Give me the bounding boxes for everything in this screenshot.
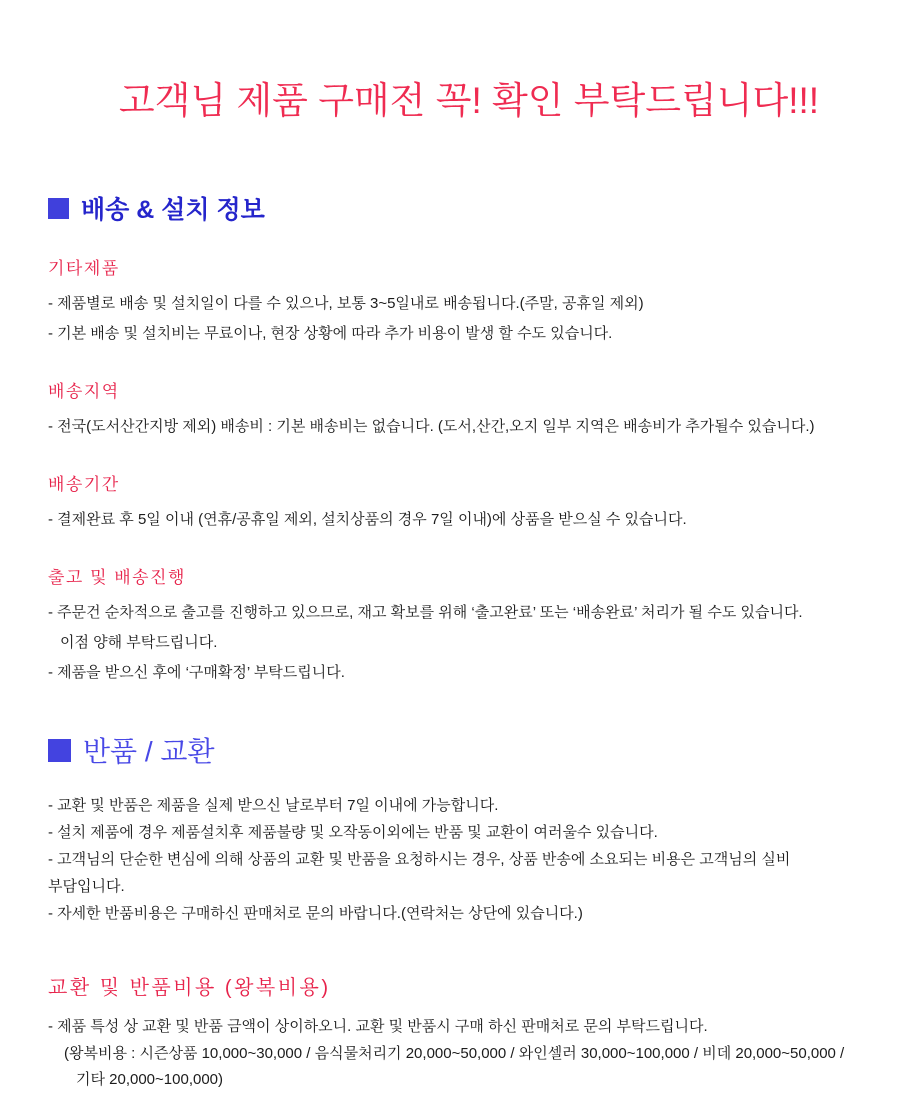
notice-line: - 제품별로 배송 및 설치일이 다를 수 있으나, 보통 3~5일내로 배송됩니다.(주말, 공휴일 제외) — [48, 295, 644, 312]
subsection-other-products — [48, 254, 890, 349]
notice-line: - 제품 특성 상 교환 및 반품 금액이 상이하오니. 교환 및 반품시 구매 하신 판매처로 문의 부탁드립니다. — [48, 1018, 708, 1035]
notice-line: - 고객님의 단순한 변심에 의해 상품의 교환 및 반품을 요청하시는 경우, 상품 반송에 소요되는 비용은 고객님의 실비 — [48, 851, 791, 868]
notice-line: - 자세한 반품비용은 구매하신 판매처로 문의 바랍니다.(연락처는 상단에 있습니다.) — [48, 905, 583, 922]
page-title: 고객님 제품 구매전 꼭! 확인 부탁드립니다!!! — [118, 80, 820, 121]
subsection-heading: 기타제품 — [48, 259, 120, 278]
subsection-heading: 출고 및 배송진행 — [48, 568, 186, 587]
blue-square-icon — [48, 739, 71, 762]
notice-line: - 전국(도서산간지방 제외) 배송비 : 기본 배송비는 없습니다. (도서,산간,오지 일부 지역은 배송비가 추가될수 있습니다.) — [48, 418, 815, 435]
subsection-shipping-area — [48, 377, 890, 442]
notice-line: - 교환 및 반품은 제품을 실제 받으신 날로부터 7일 이내에 가능합니다. — [48, 797, 499, 814]
notice-line: 이점 양해 부탁드립니다. — [60, 634, 218, 651]
notice-line: (왕복비용 : 시즌상품 10,000~30,000 / 음식물처리기 20,000~50,000 / 와인셀러 30,000~100,000 / 비데 20,000~50,000 / — [64, 1044, 845, 1062]
notice-line: 부담입니다. — [48, 878, 125, 895]
returns-section-body — [48, 792, 890, 927]
notice-line: 기타 20,000~100,000) — [76, 1071, 224, 1088]
section-heading-returns — [48, 730, 890, 770]
section-heading-shipping — [48, 190, 890, 226]
notice-line: - 결제완료 후 5일 이내 (연휴/공휴일 제외, 설치상품의 경우 7일 이내)에 상품을 받으실 수 있습니다. — [48, 511, 687, 528]
fees-section — [48, 971, 890, 1094]
blue-square-icon — [48, 198, 69, 219]
fees-heading: 교환 및 반품비용 (왕복비용) — [48, 977, 331, 999]
notice-line: - 설치 제품에 경우 제품설치후 제품불량 및 오작동이외에는 반품 및 교환이 여러울수 있습니다. — [48, 824, 658, 841]
notice-line: - 주문건 순차적으로 출고를 진행하고 있으므로, 재고 확보를 위해 ‘출고완료’ 또는 ‘배송완료’ 처리가 될 수도 있습니다. — [48, 604, 803, 621]
subsection-dispatch-progress — [48, 563, 890, 688]
notice-line: - 제품을 받으신 후에 ‘구매확정’ 부탁드립니다. — [48, 664, 345, 681]
subsection-heading: 배송기간 — [48, 475, 120, 494]
section-heading-shipping-label: 배송 & 설치 정보 — [81, 196, 265, 224]
subsection-shipping-period — [48, 470, 890, 535]
subsection-heading: 배송지역 — [48, 382, 120, 401]
notice-line: - 기본 배송 및 설치비는 무료이나, 현장 상황에 따라 추가 비용이 발생 할 수도 있습니다. — [48, 325, 613, 342]
section-heading-returns-label: 반품 / 교환 — [83, 736, 215, 767]
